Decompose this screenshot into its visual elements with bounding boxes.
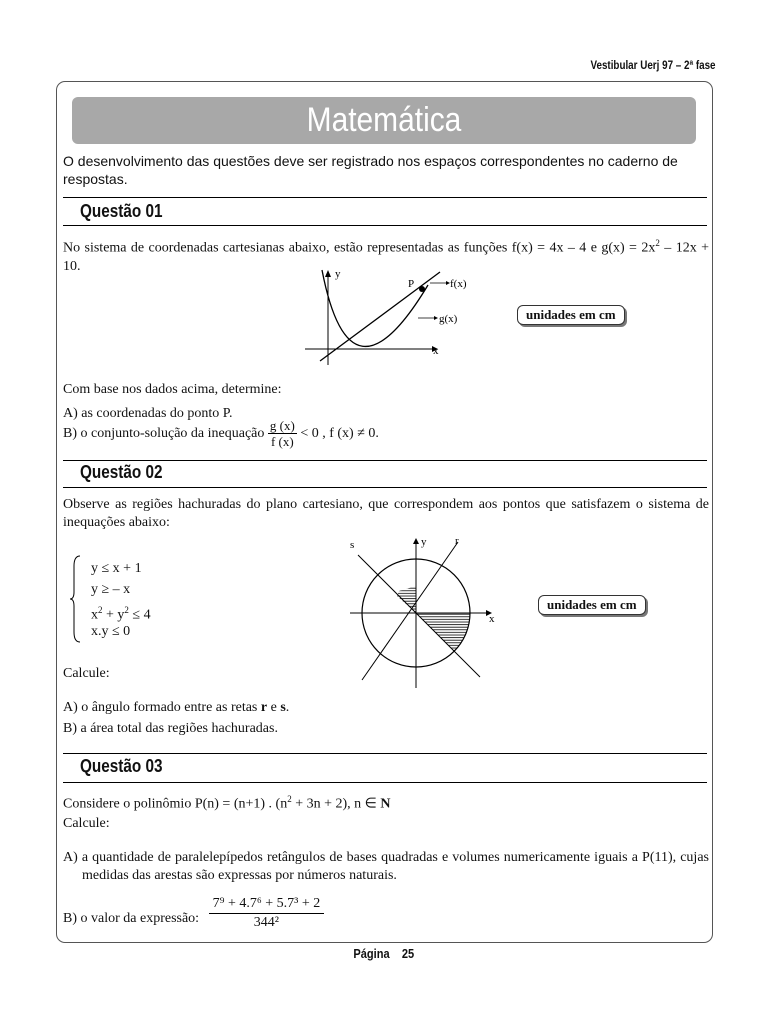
q1-f-label: f(x): [450, 278, 467, 290]
system-brace: [70, 554, 82, 644]
question-1-prompt: Com base nos dados acima, determine:: [63, 382, 282, 397]
divider: [63, 460, 707, 461]
inequality-1: y ≤ x + 1: [91, 561, 142, 576]
q2-x-label: x: [489, 613, 495, 625]
question-2-prompt: Calcule:: [63, 666, 110, 681]
page-number: Página 25: [353, 946, 415, 961]
divider: [63, 753, 707, 754]
inequality-4: x.y ≤ 0: [91, 624, 131, 639]
inequality-3: $x^2 + y^2 \le 4$: [91, 605, 151, 623]
q2-s-label: s: [350, 539, 355, 551]
question-2-item-b: B) a área total das regiões hachuradas.: [63, 721, 278, 736]
question-1-item-a: A) as coordenadas do ponto P.: [63, 406, 233, 421]
expression-fraction: $\frac{\text{7⁹ + 4.7⁶ + 5.7³ + 2}}{\text{344²}}$: [209, 895, 325, 932]
question-2-title: Questão 02: [80, 462, 163, 482]
q1-p-label: P: [408, 278, 415, 290]
subject-title: Matemática: [306, 101, 462, 139]
question-1-item-b: B) o conjunto-solução da inequação $\frac{g (x)}{f (x)}$ < 0 , f (x) ≠ 0.: [63, 418, 379, 449]
q1-x-label: x: [433, 345, 439, 357]
question-3-title: Questão 03: [80, 756, 163, 776]
exam-header: Vestibular Uerj 97 – 2ª fase: [590, 58, 716, 72]
divider: [63, 197, 707, 198]
inequality-fraction: $\frac{g (x)}{f (x)}$: [269, 418, 295, 449]
question-3-statement: Considere o polinômio P(n) = (n+1) . $(n^2 + 3n + 2)$, n ∈ N: [63, 794, 391, 812]
question-3-prompt: Calcule:: [63, 816, 110, 831]
units-box: unidades em cm: [538, 595, 646, 615]
q1-y-label: y: [335, 268, 341, 280]
q1-g-label: g(x): [439, 313, 458, 325]
inequality-system: [91, 558, 151, 642]
question-3-item-b: B) o valor da expressão: $\frac{\text{7⁹ + 4.7⁶ + 5.7³ + 2}}{\text{344²}}$: [63, 895, 324, 932]
q2-r-label: r: [455, 535, 459, 547]
question-3-item-a: A) a quantidade de paralelepípedos retângulos de bases quadradas e volumes numericamente iguais a P(11), cujas medidas das arestas são expressas por números naturais.: [63, 850, 709, 883]
question-2-statement: Observe as regiões hachuradas do plano cartesiano, que correspondem aos pontos que satisfazem o sistema de inequações abaixo:: [63, 497, 709, 530]
question-2-item-a: A) o ângulo formado entre as retas r e s.: [63, 700, 290, 715]
subject-banner: [72, 97, 696, 144]
question-1-graph: [300, 265, 467, 370]
question-1-title: Questão 01: [80, 201, 163, 221]
units-box: unidades em cm: [517, 305, 625, 325]
divider: [63, 487, 707, 488]
inequality-2: y ≥ – x: [91, 582, 131, 597]
divider: [63, 225, 707, 226]
intro-text: O desenvolvimento das questões deve ser registrado nos espaços correspondentes no caderno de respostas.: [63, 153, 678, 187]
divider: [63, 782, 707, 783]
question-1-statement: No sistema de coordenadas cartesianas abaixo, estão representadas as funções f(x) = 4x – 4 e $g(x) = 2x^2 - 12x + 10$.: [63, 238, 710, 274]
q2-y-label: y: [421, 536, 427, 548]
